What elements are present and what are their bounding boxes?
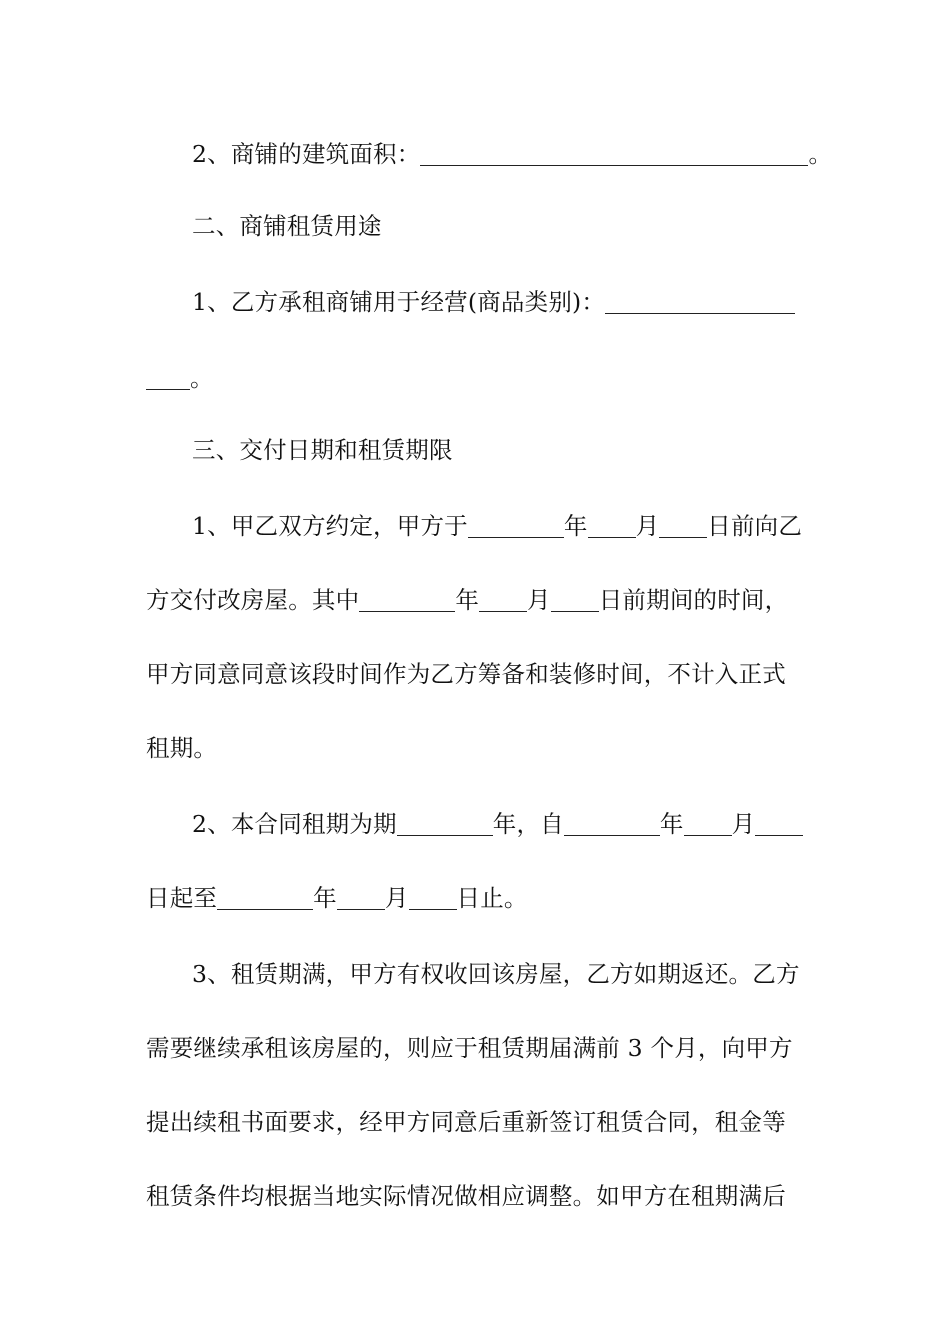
text-segment: 年 (313, 884, 337, 912)
text-segment: 月 (527, 586, 551, 614)
clause-lease-term (192, 804, 816, 844)
day-blank (755, 813, 803, 836)
day-blank (551, 589, 599, 612)
year-blank (468, 515, 564, 538)
clause-delivery-date (192, 506, 816, 546)
clause-business-use-cont (146, 358, 816, 398)
text-segment: 日止。 (456, 884, 528, 912)
clause-lease-term-cont (146, 878, 816, 918)
section-heading-usage: 二、商铺租赁用途 (192, 212, 382, 240)
business-category-blank (605, 291, 795, 314)
month-blank (479, 589, 527, 612)
clause-business-use-label: 1、乙方承租商铺用于经营(商品类别)： (192, 288, 606, 316)
clause-lease-expiry-line2: 需要继续承租该房屋的，则应于租赁期届满前 3 个月，向甲方 (146, 1034, 793, 1062)
floor-area-blank (420, 143, 808, 166)
years-count-blank (397, 813, 493, 836)
text-segment: 月 (384, 884, 409, 912)
text-segment: 月 (731, 810, 756, 838)
clause-floor-area-label: 2、商铺的建筑面积： (192, 140, 421, 168)
text-segment: 月 (635, 512, 660, 540)
text-segment: 年，自 (492, 810, 564, 838)
month-blank (337, 887, 385, 910)
clause-prep-period: 甲方同意同意该段时间作为乙方筹备和装修时间，不计入正式 (146, 660, 786, 688)
clause-prep-period-end: 租期。 (146, 734, 218, 762)
business-category-blank-cont (146, 367, 190, 390)
day-blank (659, 515, 707, 538)
month-blank (588, 515, 636, 538)
text-segment: 年 (659, 810, 684, 838)
text-segment: 1、甲乙双方约定，甲方于 (192, 512, 468, 540)
clause-business-use (192, 282, 816, 322)
year-blank (564, 813, 660, 836)
year-blank (217, 887, 313, 910)
year-blank (359, 589, 455, 612)
section-heading-term: 三、交付日期和租赁期限 (192, 436, 453, 464)
text-segment: 日前向乙 (707, 512, 803, 540)
clause-business-use-end: 。 (190, 364, 214, 392)
text-segment: 2、本合同租期为期 (192, 810, 397, 838)
clause-lease-expiry-line3: 提出续租书面要求，经甲方同意后重新签订租赁合同，租金等 (146, 1108, 786, 1136)
clause-floor-area-end: 。 (808, 140, 833, 168)
clause-floor-area (192, 134, 833, 174)
text-segment: 方交付改房屋。其中 (146, 586, 360, 614)
clause-lease-expiry: 3、租赁期满，甲方有权收回该房屋，乙方如期返还。乙方 (192, 960, 800, 988)
text-segment: 日起至 (146, 884, 218, 912)
clause-lease-expiry-line4: 租赁条件均根据当地实际情况做相应调整。如甲方在租期满后 (146, 1182, 786, 1210)
text-segment: 日前期间的时间， (598, 586, 789, 614)
day-blank (409, 887, 457, 910)
month-blank (684, 813, 732, 836)
clause-delivery-date-cont (146, 580, 816, 620)
text-segment: 年 (563, 512, 588, 540)
text-segment: 年 (455, 586, 480, 614)
